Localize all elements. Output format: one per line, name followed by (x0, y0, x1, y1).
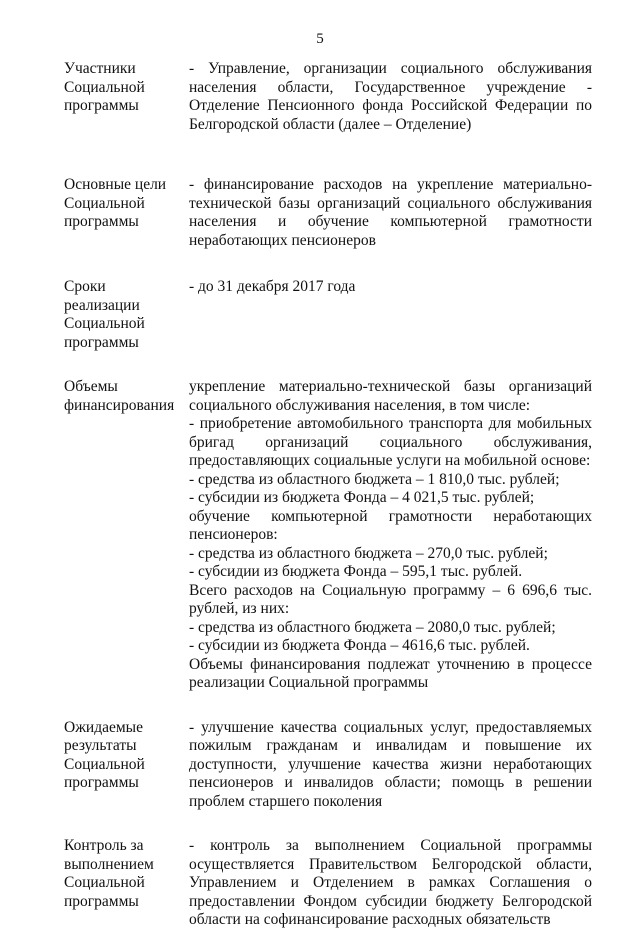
value-paragraph: - средства из областного бюджета – 2080,0 тыс. рублей; (189, 618, 556, 636)
value-paragraph: укрепление материально-технической базы организаций социального обслуживания населения, в том числе: (189, 378, 592, 414)
label-line: Социальной (64, 315, 145, 332)
label-line: результаты (64, 737, 137, 754)
value-paragraph: - субсидии из бюджета Фонда – 4 021,5 тыс. рублей; (189, 489, 535, 506)
label-line: Социальной (64, 194, 145, 212)
label-line: Социальной (64, 78, 145, 96)
value-paragraph: - до 31 декабря 2017 года (189, 278, 356, 295)
label-line: программы (64, 333, 139, 351)
row-label (64, 278, 189, 352)
label-line: реализации (64, 296, 140, 314)
label-line: программы (64, 97, 139, 114)
label-line: программы (64, 892, 139, 910)
label-line: Социальной (64, 755, 145, 773)
value-paragraph: Объемы финансирования подлежат уточнению в процессе реализации Социальной программы (189, 655, 592, 691)
row-value (189, 719, 592, 812)
value-paragraph: - Управление, организации социального обслуживания населения области, Государственное учреждение - Отделение Пенсионного фонда Российской Федерации по Белгородской области (далее – Отделение) (189, 60, 592, 133)
row-expected-results (64, 719, 592, 812)
value-paragraph: - контроль за выполнением Социальной программы осуществляется Правительством Белгородской области, Управлением и Отделением в рамках Соглашения о предоставлении Фондом субсидии бюджету Белгородской области на софинансирование расходных обязательств (189, 837, 592, 928)
row-value (189, 60, 592, 134)
row-main-goals (64, 176, 592, 250)
label-line: Сроки (64, 278, 106, 295)
row-value (189, 176, 592, 250)
row-label (64, 60, 189, 134)
label-line: Контроль за (64, 837, 144, 854)
page-number: 5 (316, 31, 324, 47)
label-line: Ожидаемые (64, 718, 143, 736)
label-line: Социальной (64, 874, 145, 891)
row-label (64, 837, 189, 930)
label-line: финансирования (64, 396, 175, 414)
label-line: Объемы (64, 378, 118, 395)
row-participants (64, 60, 592, 134)
value-paragraph: - приобретение автомобильного транспорта для мобильных бригад организаций социального обслуживания, предоставляющих социальные услуги на мобильной основе: (189, 415, 592, 469)
program-passport-table (64, 60, 592, 930)
value-paragraph: - средства из областного бюджета – 270,0 тыс. рублей; (189, 544, 548, 562)
row-funding (64, 378, 592, 693)
value-paragraph: - субсидии из бюджета Фонда – 4616,6 тыс. рублей. (189, 637, 530, 654)
value-paragraph: - субсидии из бюджета Фонда – 595,1 тыс. рублей. (189, 563, 523, 580)
value-paragraph: - финансирование расходов на укрепление материально-технической базы организаций социального обслуживания населения и обучение компьютерной грамотности неработающих пенсионеров (189, 176, 592, 249)
row-value (189, 837, 592, 930)
value-paragraph: - улучшение качества социальных услуг, предоставляемых пожилым гражданам и инвалидам и повышение их доступности, улучшение качества жизни неработающих пенсионеров и инвалидов области; помощь в решении проблем старшего поколения (189, 718, 592, 810)
label-line: Участники (64, 60, 136, 77)
row-value (189, 278, 592, 352)
label-line: выполнением (64, 855, 154, 873)
row-value (189, 378, 592, 693)
label-line: Основные цели (64, 176, 167, 193)
row-terms (64, 278, 592, 352)
row-label (64, 176, 189, 250)
row-label (64, 378, 189, 693)
label-line: программы (64, 774, 139, 791)
row-control (64, 837, 592, 930)
value-paragraph: обучение компьютерной грамотности неработающих пенсионеров: (189, 507, 592, 543)
label-line: программы (64, 213, 139, 230)
value-paragraph: Всего расходов на Социальную программу – 6 696,6 тыс. рублей, из них: (189, 581, 592, 617)
row-label (64, 719, 189, 812)
value-paragraph: - средства из областного бюджета – 1 810,0 тыс. рублей; (189, 470, 560, 488)
